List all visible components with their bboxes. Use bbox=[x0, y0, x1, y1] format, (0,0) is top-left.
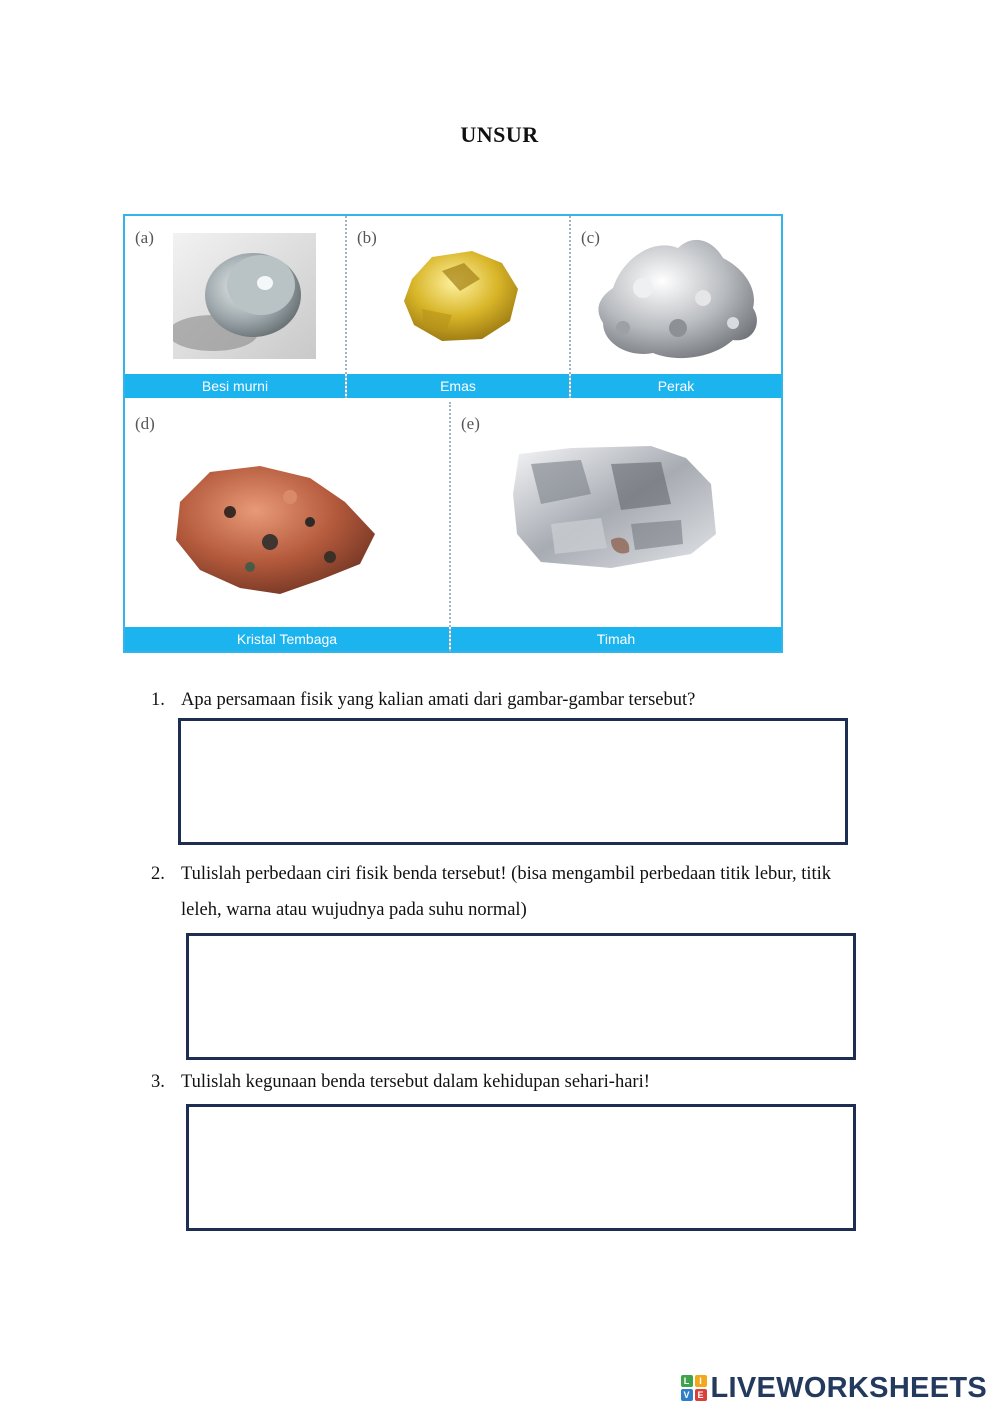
liveworksheets-logo[interactable] bbox=[681, 1373, 988, 1403]
question-number: 2. bbox=[151, 864, 165, 884]
question-number: 1. bbox=[151, 690, 165, 710]
panel-tag: (d) bbox=[135, 414, 155, 433]
question-2 bbox=[151, 856, 871, 928]
question-text: Tulislah kegunaan benda tersebut dalam kehidupan sehari-hari! bbox=[181, 1072, 650, 1092]
panel-label: Perak bbox=[571, 374, 781, 398]
panel-tag: (b) bbox=[357, 228, 377, 247]
answer-box-1[interactable] bbox=[178, 718, 848, 845]
question-1 bbox=[151, 682, 871, 718]
question-number: 3. bbox=[151, 1072, 165, 1092]
panel-copper bbox=[125, 402, 449, 651]
panel-gold bbox=[347, 216, 569, 398]
panel-label: Emas bbox=[347, 374, 569, 398]
copper-sample-image bbox=[170, 462, 380, 597]
logo-letter: V bbox=[681, 1389, 693, 1401]
answer-box-3[interactable] bbox=[186, 1104, 856, 1231]
panel-tin bbox=[451, 402, 781, 651]
logo-mark-icon bbox=[681, 1375, 707, 1401]
panel-label: Kristal Tembaga bbox=[125, 627, 449, 651]
logo-letter: L bbox=[681, 1375, 693, 1387]
question-3 bbox=[151, 1064, 871, 1100]
gold-sample-image bbox=[402, 249, 522, 344]
panel-silver bbox=[571, 216, 781, 398]
iron-sample-image bbox=[173, 233, 316, 359]
panel-tag: (e) bbox=[461, 414, 480, 433]
tin-sample-image bbox=[511, 444, 721, 572]
panel-label: Besi murni bbox=[125, 374, 345, 398]
question-text: Tulislah perbedaan ciri fisik benda tersebut! (bisa mengambil perbedaan titik lebur, titik leleh, warna atau wujudnya pada suhu normal) bbox=[181, 864, 832, 920]
silver-sample-image bbox=[583, 228, 773, 368]
element-samples-figure bbox=[123, 214, 783, 653]
logo-letter: E bbox=[695, 1389, 707, 1401]
question-text: Apa persamaan fisik yang kalian amati dari gambar-gambar tersebut? bbox=[181, 690, 696, 710]
page-title: UNSUR bbox=[460, 122, 539, 147]
answer-box-2[interactable] bbox=[186, 933, 856, 1060]
panel-label: Timah bbox=[451, 627, 781, 651]
brand-name: LIVEWORKSHEETS bbox=[710, 1371, 987, 1404]
panel-tag: (a) bbox=[135, 228, 154, 247]
logo-letter: I bbox=[695, 1375, 707, 1387]
panel-tag: (c) bbox=[581, 228, 600, 247]
panel-iron bbox=[125, 216, 345, 398]
